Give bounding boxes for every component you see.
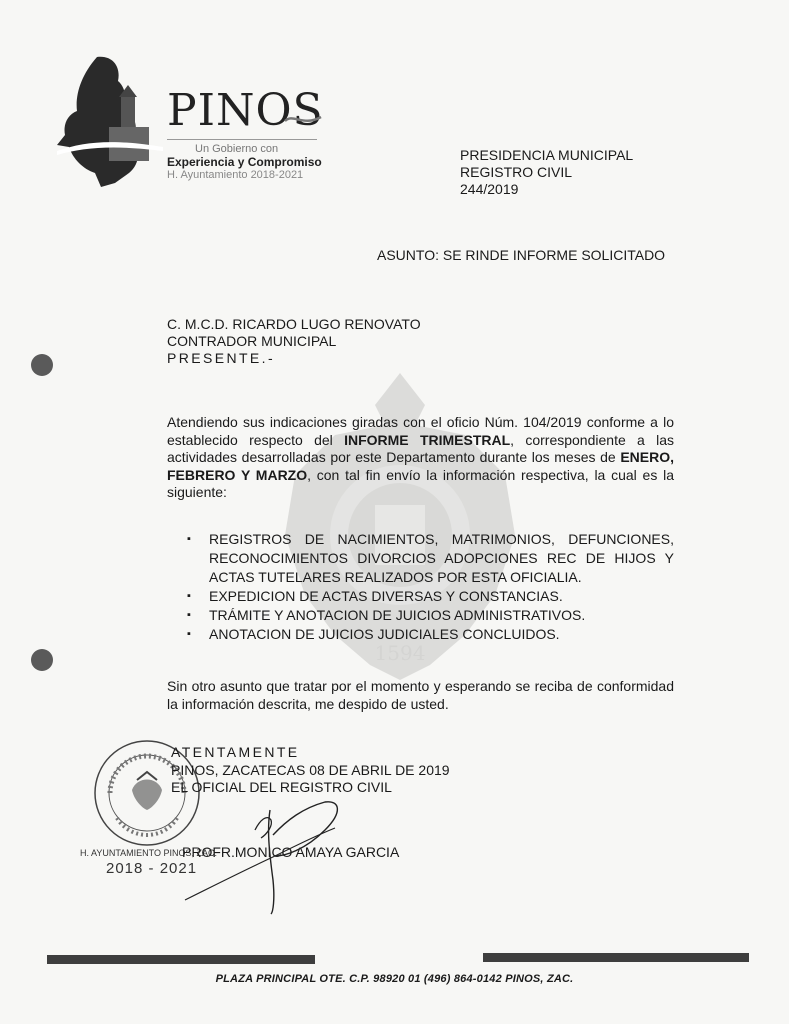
- signer-name: PROFR.MONICO AMAYA GARCIA: [182, 844, 400, 860]
- activities-list: [187, 530, 674, 644]
- stamp-footer-label: H. AYUNTAMIENTO PINOS, ZAC.: [80, 848, 218, 858]
- logo-wordmark: PINOS: [167, 85, 324, 136]
- body-bold-report: INFORME TRIMESTRAL: [344, 431, 511, 448]
- body-text-2: , correspondiente a las actividades desarrolladas por este Departamento durante los meses de: [167, 431, 675, 465]
- footer-bar-right: [483, 953, 749, 962]
- list-item: ▪ ANOTACION DE JUICIOS JUDICIALES CONCLUIDOS.: [187, 625, 674, 644]
- punch-hole-bottom: [31, 649, 53, 671]
- recipient-block: [167, 316, 421, 367]
- list-item: ▪ TRÁMITE Y ANOTACION DE JUICIOS ADMINISTRATIVOS.: [187, 606, 674, 625]
- header-line-1: PRESIDENCIA MUNICIPAL: [460, 147, 634, 163]
- handwritten-signature-icon: [175, 790, 350, 915]
- body-paragraph: [167, 414, 674, 502]
- watermark-year: 1594: [374, 641, 426, 665]
- logo-divider: [167, 139, 317, 140]
- footer-address: PLAZA PRINCIPAL OTE. C.P. 98920 01 (496) 864-0142 PINOS, ZAC.: [215, 973, 574, 985]
- logo-tagline-2: Experiencia y Compromiso: [167, 155, 322, 169]
- list-item: ▪ REGISTROS DE NACIMIENTOS, MATRIMONIOS, DEFUNCIONES, RECONOCIMIENTOS DIVORCIOS ADOPCIONES REC DE HIJOS Y ACTAS TUTELARES REALIZADOS POR ESTA OFICIALIA.: [187, 530, 674, 587]
- list-item: ▪ EXPEDICION DE ACTAS DIVERSAS Y CONSTANCIAS.: [187, 587, 674, 606]
- signoff-place-date: PINOS, ZACATECAS 08 DE ABRIL DE 2019: [171, 761, 450, 778]
- body-text-1: Atendiendo sus indicaciones giradas con el oficio Núm. 104/2019 conforme a lo establecido respecto del: [167, 414, 674, 448]
- closing-paragraph: Sin otro asunto que tratar por el momento y esperando se reciba de conformidad la información descrita, me despido de usted.: [167, 678, 674, 712]
- church-silhouette-icon: [55, 55, 165, 190]
- stamp-footer-years: 2018 - 2021: [106, 860, 198, 877]
- signoff-block: [171, 744, 450, 797]
- body-text-3: , con tal fin envío la información respectiva, la cual es la siguiente:: [167, 466, 674, 500]
- office-header: [460, 147, 633, 198]
- logo-tagline-3: H. Ayuntamiento 2018-2021: [167, 169, 304, 181]
- body-bold-months: ENERO, FEBRERO Y MARZO: [167, 449, 674, 483]
- signoff-atentamente: ATENTAMENTE: [171, 744, 300, 760]
- recipient-name: C. M.C.D. RICARDO LUGO RENOVATO: [167, 316, 421, 332]
- header-line-2: REGISTRO CIVIL: [460, 164, 573, 180]
- signoff-role: EL OFICIAL DEL REGISTRO CIVIL: [171, 779, 392, 795]
- subject-line: ASUNTO: SE RINDE INFORME SOLICITADO: [377, 247, 666, 263]
- recipient-title: CONTRADOR MUNICIPAL: [167, 333, 337, 349]
- footer-bar-left: [47, 955, 315, 964]
- header-line-3: 244/2019: [460, 181, 519, 197]
- wave-icon: [283, 111, 323, 129]
- letterhead-logo: [55, 55, 335, 195]
- punch-hole-top: [31, 354, 53, 376]
- recipient-presente: PRESENTE.-: [167, 350, 276, 366]
- logo-tagline-1: Un Gobierno con: [195, 143, 279, 155]
